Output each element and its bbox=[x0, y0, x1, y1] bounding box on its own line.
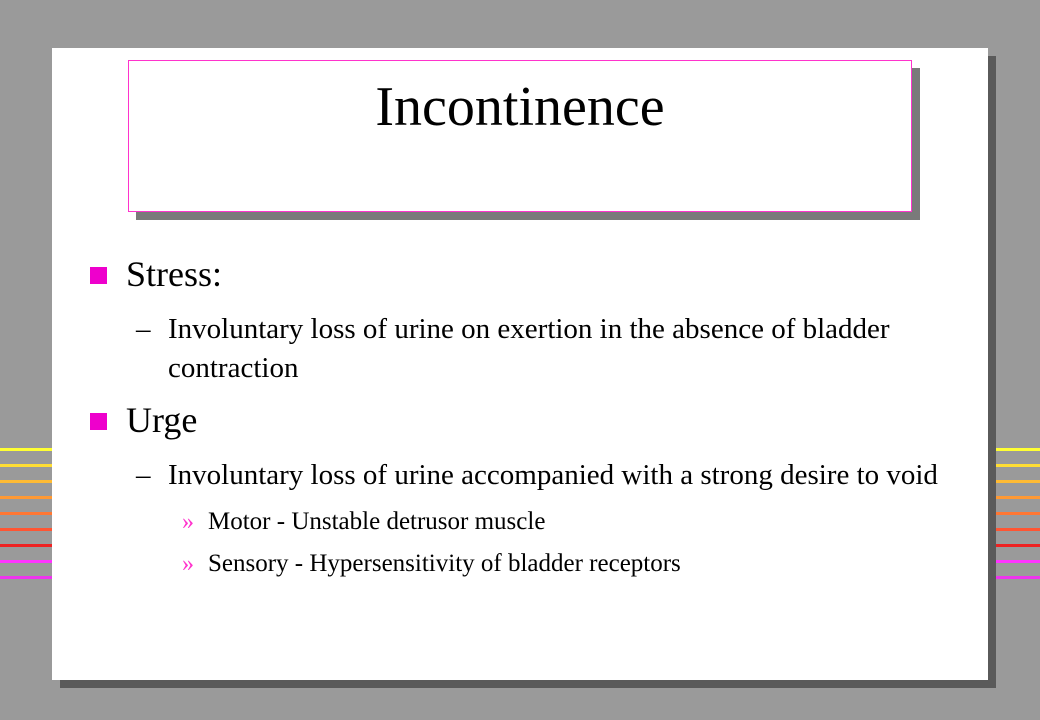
slide-content bbox=[90, 244, 970, 581]
sub-sub-item bbox=[90, 547, 970, 581]
square-bullet-icon bbox=[90, 267, 107, 284]
slide-title: Incontinence bbox=[375, 76, 665, 138]
sub-sub-item bbox=[90, 505, 970, 539]
dash-marker: – bbox=[136, 459, 151, 491]
square-bullet-icon bbox=[90, 413, 107, 430]
bullet-item-stress bbox=[90, 252, 970, 296]
title-box bbox=[128, 60, 912, 212]
sub-item bbox=[90, 456, 948, 495]
sub-item-text: Involuntary loss of urine on exertion in the absence of bladder contraction bbox=[168, 313, 890, 384]
slide bbox=[52, 48, 988, 680]
sub-sub-item-text: Motor - Unstable detrusor muscle bbox=[208, 508, 546, 535]
bullet-heading: Urge bbox=[126, 400, 198, 440]
left-stripes-decoration bbox=[0, 448, 56, 592]
dash-marker: – bbox=[136, 313, 151, 345]
sub-item bbox=[90, 310, 948, 388]
sub-item-text: Involuntary loss of urine accompanied with a strong desire to void bbox=[168, 459, 938, 491]
chevron-marker-icon: » bbox=[182, 551, 194, 577]
bullet-item-urge bbox=[90, 398, 970, 442]
bullet-heading: Stress: bbox=[126, 254, 223, 294]
chevron-marker-icon: » bbox=[182, 509, 194, 535]
sub-sub-item-text: Sensory - Hypersensitivity of bladder receptors bbox=[208, 550, 681, 577]
